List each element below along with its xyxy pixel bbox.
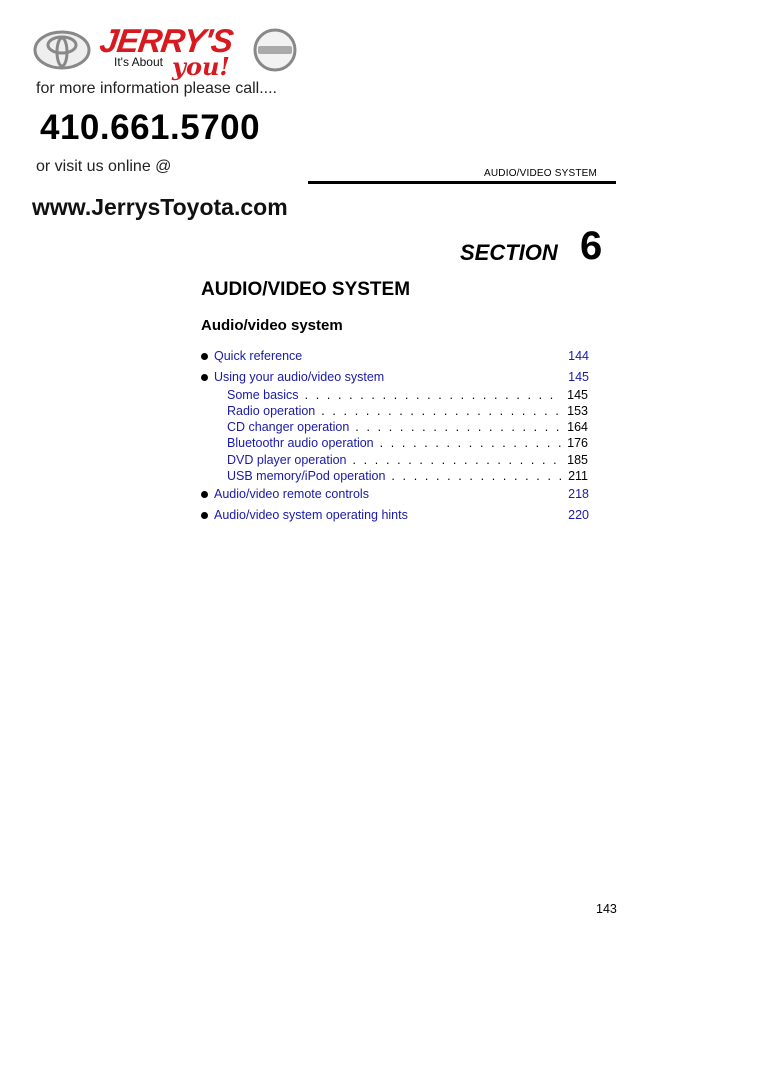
toc-entry-page: 220 [568,508,589,522]
running-head: AUDIO/VIDEO SYSTEM [484,168,598,179]
toc-entry-using-system[interactable] [201,369,589,385]
toc-subentry-label: Bluetoothr audio operation [227,436,374,450]
brand-name: JERRY'S [97,22,235,59]
bullet-icon [201,374,208,381]
header-rule [308,181,616,184]
toc-entry-page: 145 [568,370,589,384]
toc-subentry-cd-changer[interactable] [227,420,588,435]
section-label: SECTION [460,240,558,265]
toc-subentry-dvd[interactable] [227,453,588,468]
leader-dots [305,388,562,403]
toc-subentry-page: 176 [567,436,588,450]
ad-website-link[interactable]: www.JerrysToyota.com [32,194,288,220]
toc-subentry-label: DVD player operation [227,453,347,467]
toc-subentry-label: Radio operation [227,404,316,418]
toc-subentry-radio[interactable] [227,404,588,419]
toc-entry-page: 144 [568,349,589,363]
toc-subentry-label: USB memory/iPod operation [227,469,386,483]
toc-subentry-page: 164 [567,420,588,434]
dealer-ad [26,8,308,242]
brand-tagline-word: you! [172,52,230,81]
toc-entry-label: Quick reference [214,349,303,363]
section-number: 6 [580,224,603,268]
toc-entry-operating-hints[interactable] [201,507,589,523]
ad-visit-line: or visit us online @ [36,158,172,175]
toc-subentry-page: 145 [567,388,588,402]
leader-dots [391,469,562,484]
bullet-icon [201,353,208,360]
leader-dots [380,436,562,451]
bullet-icon [201,512,208,519]
toyota-logo-icon [32,28,92,72]
toc-entry-remote-controls[interactable] [201,486,589,502]
toc-subentry-page: 153 [567,404,588,418]
toc-subentry-bluetooth[interactable] [227,436,588,451]
toc-entry-quick-reference[interactable] [201,348,589,364]
toc-entry-label: Using your audio/video system [214,370,385,384]
bullet-icon [201,491,208,498]
toc-subentry-some-basics[interactable] [227,388,588,403]
chapter-subtitle: Audio/video system [201,317,343,334]
leader-dots [353,453,562,468]
chapter-title: AUDIO/VIDEO SYSTEM [201,279,411,300]
toc-subentry-label: Some basics [227,388,299,402]
scion-logo-icon [248,28,302,72]
dealer-brand [97,22,250,81]
toc-entry-label: Audio/video remote controls [214,487,369,501]
page-number: 143 [596,902,617,916]
leader-dots [321,404,561,419]
leader-dots [355,420,561,435]
toc-entry-label: Audio/video system operating hints [214,508,408,522]
toc-subentry-label: CD changer operation [227,420,350,434]
brand-tagline-prefix: It's About [114,55,163,69]
toc-subentry-page: 211 [568,469,588,483]
ad-phone-number[interactable]: 410.661.5700 [40,108,261,147]
toc-subentry-usb-ipod[interactable] [227,469,588,484]
ad-info-line: for more information please call.... [36,80,277,97]
toc-entry-page: 218 [568,487,589,501]
toc-subentry-page: 185 [567,453,588,467]
